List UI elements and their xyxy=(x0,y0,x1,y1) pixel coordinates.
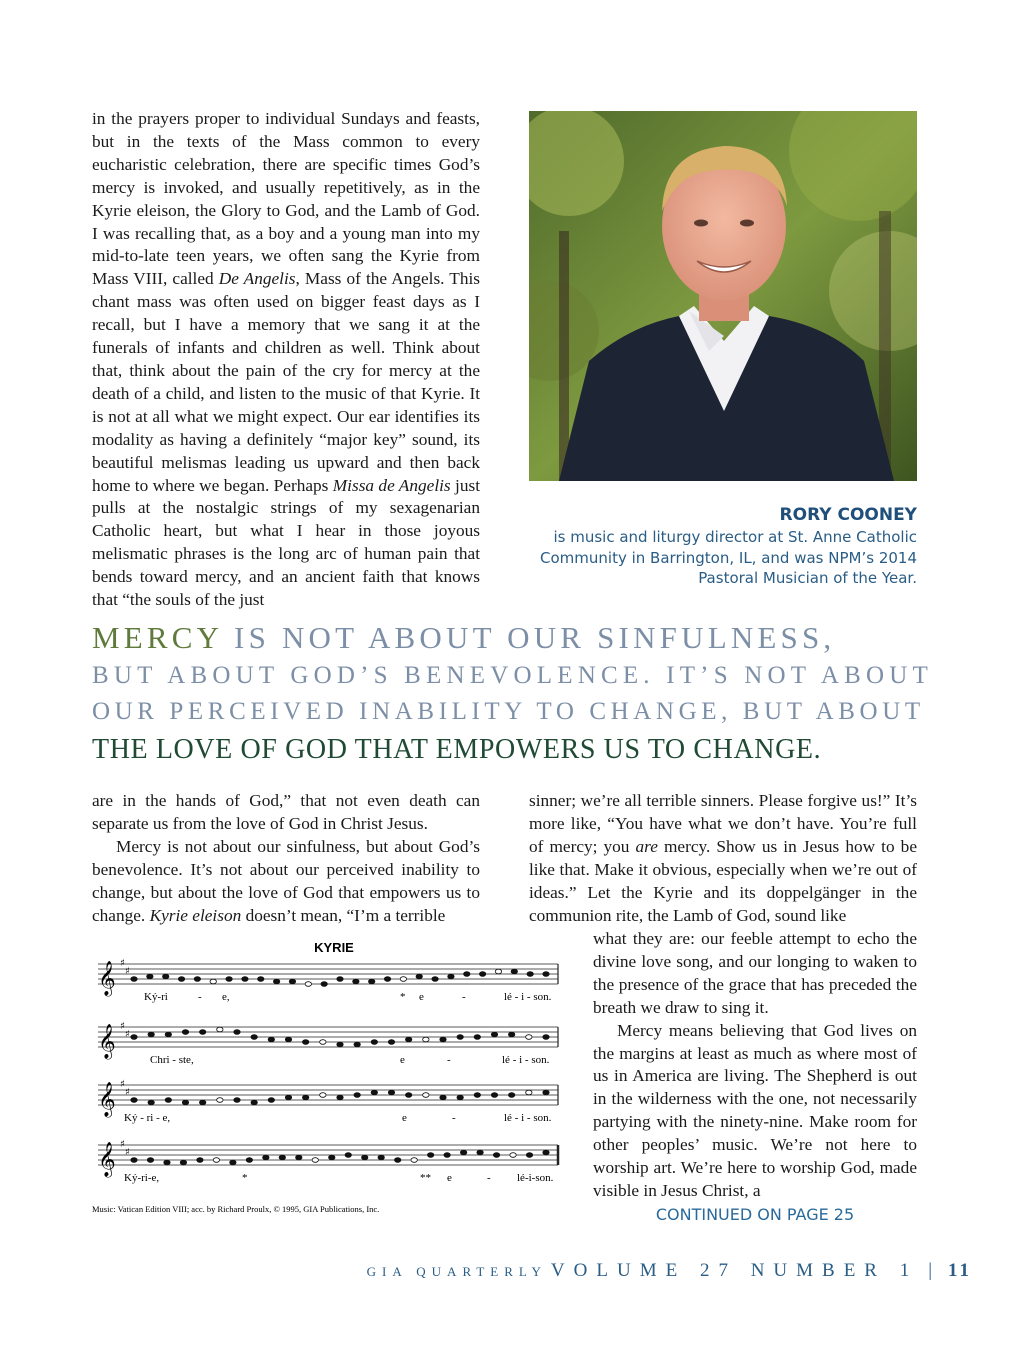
note-head xyxy=(345,1153,351,1158)
lyric-syllable: Ký-ri-e, xyxy=(124,1172,160,1184)
note-head xyxy=(448,974,454,979)
publication-name: GIA QUARTERLY xyxy=(366,1264,547,1279)
note-head xyxy=(131,1158,137,1163)
sharp-icon: ♯ xyxy=(120,1021,125,1032)
note-head xyxy=(148,1032,154,1037)
note-head xyxy=(337,1095,343,1100)
note-head xyxy=(378,1155,384,1160)
pull-quote-accent: MERCY xyxy=(92,620,223,655)
note-head xyxy=(197,1158,203,1163)
page-footer xyxy=(367,1260,972,1282)
author-bio: is music and liturgy director at St. Anne Catholic Community in Barrington, IL, and was NPM’s 2014 Pastoral Musician of the Year. xyxy=(540,528,917,587)
note-head xyxy=(226,977,232,982)
note-head xyxy=(165,1098,171,1103)
sharp-icon: ♯ xyxy=(120,958,125,969)
note-head xyxy=(354,1042,360,1047)
pull-quote-line-2: BUT ABOUT GOD’S BENEVOLENCE. IT’S NOT ABOUT xyxy=(92,662,933,689)
lyric-syllable: Ký - ri - e, xyxy=(124,1112,171,1124)
note-head xyxy=(210,979,216,984)
treble-clef-icon: 𝄞 xyxy=(98,961,116,996)
note-head xyxy=(493,1153,499,1158)
lyric-syllable: - xyxy=(452,1112,456,1124)
note-head xyxy=(131,977,137,982)
continued-notice: CONTINUED ON PAGE 25 xyxy=(655,1205,855,1224)
note-head xyxy=(477,1150,483,1155)
note-head xyxy=(416,974,422,979)
note-head xyxy=(527,972,533,977)
body-paragraph: in the prayers proper to individual Sundays and feasts, but in the texts of the Mass common to every eucharistic celebration, there are specific times God’s mercy is invoked, and usually repetitively, as in the Kyrie eleison, the Glory to God, and the Lamb of God. I was recalling that, as a boy and a young man into my mid-to-late teen years, we often sang the Kyrie from Mass VIII, called De Angelis, Mass of the Angels. This chant mass was often used on bigger feast days as I recall, but I have a memory that we sang it at the funerals of infants and children as well. Think about that, think about the pain of the cry for mercy at the death of a child, and listen to the music of that Kyrie. It is not at all what we might expect. Our ear identifies its modality as having a definitely “major key” sound, its beautiful melismas leading us upward and then back home to where we began. Perhaps Missa de Angelis just pulls at the nostalgic strings of my sexagenarian Catholic heart, but what I hear in those joyous melismatic phrases is the long arc of human pain that bends toward mercy, and an ancient faith that knows that “the souls of the just xyxy=(92,109,481,610)
note-head xyxy=(285,1037,291,1042)
article-column-bottom-right xyxy=(529,790,917,927)
note-head xyxy=(457,1095,463,1100)
note-head xyxy=(246,1158,252,1163)
note-head xyxy=(131,1035,137,1040)
note-head xyxy=(432,977,438,982)
note-head xyxy=(388,1090,394,1095)
note-head xyxy=(180,1160,186,1165)
note-head xyxy=(491,1093,497,1098)
body-paragraph: Mercy is not about our sinfulness, but about God’s benevolence. It’s not about our perceived inability to change, but about the love of God that empowers us to change. Kyrie eleison doesn’t mean, “I’m a terrible xyxy=(92,836,480,925)
note-head xyxy=(213,1158,219,1163)
note-head xyxy=(440,1095,446,1100)
author-caption xyxy=(529,503,917,589)
note-head xyxy=(479,972,485,977)
music-title: KYRIE xyxy=(314,940,354,955)
lyric-syllable: ** xyxy=(420,1172,431,1184)
note-head xyxy=(368,979,374,984)
lyric-syllable: e xyxy=(447,1172,452,1184)
pull-quote-line-3: OUR PERCEIVED INABILITY TO CHANGE, BUT ABOUT xyxy=(92,698,925,725)
sharp-icon: ♯ xyxy=(120,1079,125,1090)
music-staves xyxy=(98,958,558,1184)
note-head xyxy=(337,1042,343,1047)
pull-quote-line-4: THE LOVE OF GOD THAT EMPOWERS US TO CHANGE. xyxy=(92,734,822,765)
note-head xyxy=(230,1160,236,1165)
note-head xyxy=(268,1037,274,1042)
note-head xyxy=(474,1093,480,1098)
note-head xyxy=(182,1100,188,1105)
note-head xyxy=(320,1040,326,1045)
lyric-syllable: lé-i-son. xyxy=(517,1172,554,1184)
note-head xyxy=(526,1153,532,1158)
lyric-syllable: e xyxy=(400,1054,405,1066)
note-head xyxy=(457,1035,463,1040)
note-head xyxy=(305,982,311,987)
note-head xyxy=(371,1090,377,1095)
note-head xyxy=(162,974,168,979)
note-head xyxy=(165,1032,171,1037)
note-head xyxy=(320,1093,326,1098)
note-head xyxy=(543,972,549,977)
note-head xyxy=(251,1035,257,1040)
note-head xyxy=(510,1153,516,1158)
sharp-icon: ♯ xyxy=(125,1087,130,1098)
note-head xyxy=(405,1037,411,1042)
lyric-syllable: * xyxy=(242,1172,248,1184)
note-head xyxy=(405,1093,411,1098)
note-head xyxy=(444,1153,450,1158)
body-paragraph: Mercy means believing that God lives on the margins at least as much as where most of us in America are living. The Shepherd is out in the wilderness with the one, not necessarily partying with the ninety-nine. Make room for other peoples’ music. We’re not here to worship art. We’re here to worship God, made visible in Jesus Christ, a xyxy=(593,1020,917,1200)
treble-clef-icon: 𝄞 xyxy=(98,1142,116,1177)
note-head xyxy=(511,969,517,974)
treble-clef-icon: 𝄞 xyxy=(98,1082,116,1117)
note-head xyxy=(423,1037,429,1042)
body-paragraph: are in the hands of God,” that not even death can separate us from the love of God in Christ Jesus. xyxy=(92,791,480,833)
note-head xyxy=(508,1032,514,1037)
sharp-icon: ♯ xyxy=(125,966,130,977)
note-head xyxy=(178,977,184,982)
note-head xyxy=(354,1093,360,1098)
body-paragraph: what they are: our feeble attempt to echo the divine love song, and our longing to waken to the presence of the grace that has preceded the breath we draw to sing it. xyxy=(593,929,917,1017)
note-head xyxy=(199,1030,205,1035)
note-head xyxy=(234,1098,240,1103)
note-head xyxy=(131,1098,137,1103)
note-head xyxy=(543,1090,549,1095)
note-head xyxy=(362,1155,368,1160)
note-head xyxy=(440,1037,446,1042)
lyric-syllable: lé - i - son. xyxy=(504,1112,552,1124)
note-head xyxy=(394,1158,400,1163)
lyric-syllable: e xyxy=(419,991,424,1003)
note-head xyxy=(263,1155,269,1160)
note-head xyxy=(302,1095,308,1100)
note-head xyxy=(329,1155,335,1160)
footer-separator: | xyxy=(928,1260,933,1281)
note-head xyxy=(495,969,501,974)
note-head xyxy=(411,1158,417,1163)
pull-quote xyxy=(92,620,933,768)
note-head xyxy=(273,979,279,984)
lyric-syllable: lé - i - son. xyxy=(504,991,552,1003)
author-photo xyxy=(529,111,917,481)
treble-clef-icon: 𝄞 xyxy=(98,1024,116,1059)
volume-info: VOLUME 27 NUMBER 1 xyxy=(550,1260,919,1281)
lyric-syllable: Chri - ste, xyxy=(150,1054,194,1066)
note-head xyxy=(217,1098,223,1103)
note-head xyxy=(543,1150,549,1155)
note-head xyxy=(526,1090,532,1095)
note-head xyxy=(508,1093,514,1098)
note-head xyxy=(147,974,153,979)
note-head xyxy=(491,1032,497,1037)
music-staff xyxy=(98,958,558,1003)
note-head xyxy=(258,977,264,982)
note-head xyxy=(474,1035,480,1040)
body-paragraph: sinner; we’re all terrible sinners. Please forgive us!” It’s more like, “You have what we don’t have. You’re full of mercy; you are mercy. Show us in Jesus how to be like that. Make it obvious, especially when we’re out of ideas.” Let the Kyrie and its doppelgänger in the communion rite, the Lamb of God, sound like xyxy=(529,791,917,925)
note-head xyxy=(384,977,390,982)
lyric-syllable: Ký-ri xyxy=(144,991,168,1003)
lyric-syllable: - xyxy=(462,991,466,1003)
music-staff xyxy=(98,1021,558,1066)
note-head xyxy=(353,979,359,984)
note-head xyxy=(423,1093,429,1098)
note-head xyxy=(543,1035,549,1040)
article-column-bottom-right-narrow xyxy=(593,928,917,1203)
note-head xyxy=(289,979,295,984)
note-head xyxy=(234,1030,240,1035)
note-head xyxy=(268,1098,274,1103)
note-head xyxy=(164,1160,170,1165)
note-head xyxy=(321,982,327,987)
sharp-icon: ♯ xyxy=(125,1147,130,1158)
article-column-top-left xyxy=(92,108,480,612)
note-head xyxy=(312,1158,318,1163)
lyric-syllable: - xyxy=(198,991,202,1003)
page-number: 11 xyxy=(948,1260,972,1281)
article-column-bottom-left xyxy=(92,790,480,927)
note-head xyxy=(296,1155,302,1160)
note-head xyxy=(526,1035,532,1040)
lyric-syllable: e, xyxy=(222,991,230,1003)
music-example xyxy=(92,935,568,1220)
note-head xyxy=(182,1030,188,1035)
note-head xyxy=(279,1155,285,1160)
note-head xyxy=(242,977,248,982)
music-credit: Music: Vatican Edition VIII; acc. by Richard Proulx, © 1995, GIA Publications, Inc. xyxy=(92,1204,380,1214)
lyric-syllable: - xyxy=(487,1172,491,1184)
note-head xyxy=(388,1040,394,1045)
lyric-syllable: - xyxy=(447,1054,451,1066)
lyric-syllable: lé - i - son. xyxy=(502,1054,550,1066)
music-staff xyxy=(98,1139,558,1184)
lyric-syllable: e xyxy=(402,1112,407,1124)
note-head xyxy=(148,1100,154,1105)
note-head xyxy=(302,1040,308,1045)
sharp-icon: ♯ xyxy=(125,1029,130,1040)
note-head xyxy=(464,972,470,977)
note-head xyxy=(147,1158,153,1163)
lyric-syllable: * xyxy=(400,991,406,1003)
note-head xyxy=(251,1100,257,1105)
note-head xyxy=(460,1150,466,1155)
author-name: RORY COONEY xyxy=(779,505,917,525)
music-staff xyxy=(98,1079,558,1124)
note-head xyxy=(285,1095,291,1100)
note-head xyxy=(194,977,200,982)
note-head xyxy=(217,1027,223,1032)
note-head xyxy=(371,1040,377,1045)
sharp-icon: ♯ xyxy=(120,1139,125,1150)
note-head xyxy=(427,1153,433,1158)
note-head xyxy=(400,977,406,982)
pull-quote-line-1: MERCY IS NOT ABOUT OUR SINFULNESS, xyxy=(92,620,836,655)
note-head xyxy=(337,977,343,982)
note-head xyxy=(199,1100,205,1105)
